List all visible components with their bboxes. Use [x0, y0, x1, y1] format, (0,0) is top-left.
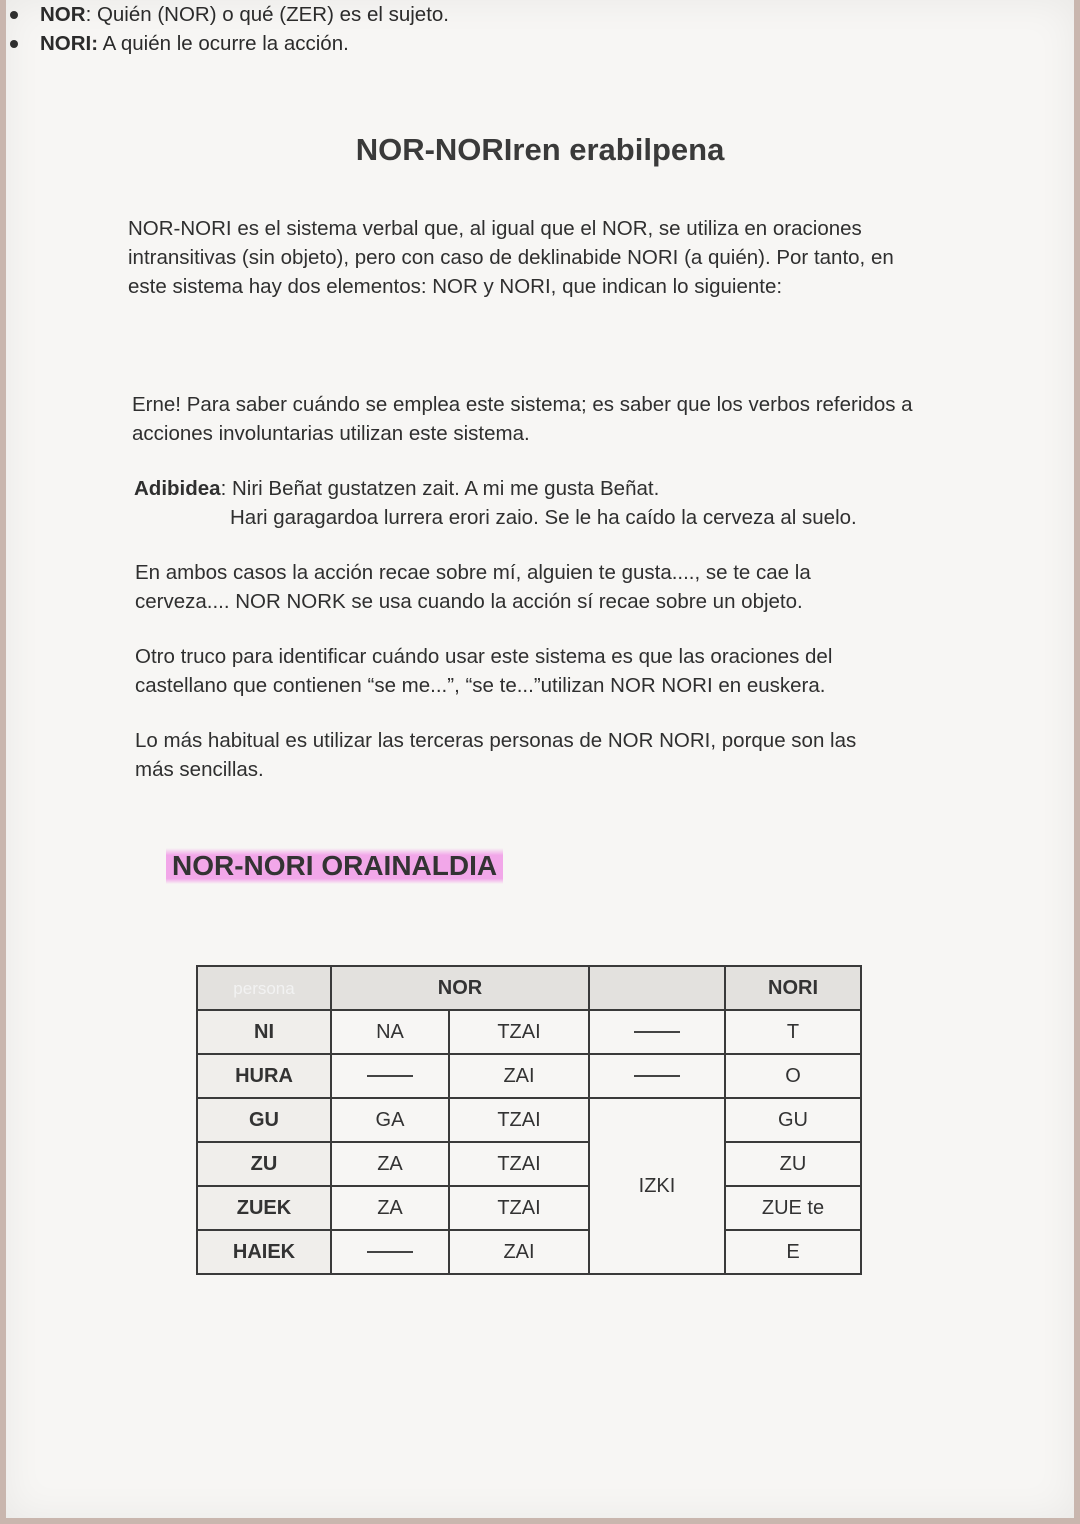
section-heading: NOR-NORI ORAINALDIA	[166, 848, 503, 884]
table-header-row	[197, 966, 861, 1010]
table-row	[197, 1230, 861, 1274]
paragraph-usual: Lo más habitual es utilizar las terceras personas de NOR NORI, porque son las más sencillas.	[135, 729, 857, 781]
bullet-term: NOR	[40, 3, 86, 26]
person-cell: GU	[197, 1098, 331, 1142]
nor-prefix-cell: ZA	[331, 1186, 449, 1230]
person-cell: HAIEK	[197, 1230, 331, 1274]
person-cell: ZUEK	[197, 1186, 331, 1230]
nor-root-cell: TZAI	[449, 1142, 589, 1186]
nori-cell: E	[725, 1230, 861, 1274]
dash-mark	[367, 1075, 413, 1077]
nori-cell: ZU	[725, 1142, 861, 1186]
nor-root-cell: TZAI	[449, 1186, 589, 1230]
nori-cell: GU	[725, 1098, 861, 1142]
example-line-1: : Niri Beñat gustatzen zait. A mi me gusta Beñat.	[220, 477, 660, 500]
paper-sheet	[6, 0, 1074, 1518]
plural-cell-empty	[589, 1010, 725, 1054]
person-cell: HURA	[197, 1054, 331, 1098]
table-row	[197, 1054, 861, 1098]
bullet-text: A quién le ocurre la acción.	[98, 32, 349, 55]
person-cell: ZU	[197, 1142, 331, 1186]
paragraph-both-cases: En ambos casos la acción recae sobre mí, alguien te gusta...., se te cae la cerveza.... NOR NORK se usa cuando la acción sí recae sobre un objeto.	[135, 561, 811, 613]
bullet-term: NORI:	[40, 32, 99, 55]
example-line-2: Hari garagardoa lurrera erori zaio. Se le ha caído la cerveza al suelo.	[230, 506, 857, 529]
example-label: Adibidea	[134, 477, 221, 500]
nor-prefix-cell: ZA	[331, 1142, 449, 1186]
header-nori: NORI	[725, 966, 861, 1010]
plural-cell-empty	[589, 1054, 725, 1098]
header-empty	[589, 966, 725, 1010]
header-persona: persona	[197, 966, 331, 1010]
bullet-icon	[10, 40, 18, 48]
list-item	[6, 29, 706, 58]
table-row	[197, 1098, 861, 1142]
conjugation-table	[196, 965, 862, 1275]
nor-prefix-cell	[331, 1230, 449, 1274]
nor-root-cell: TZAI	[449, 1010, 589, 1054]
example-block	[134, 474, 934, 532]
erne-paragraph: Erne! Para saber cuándo se emplea este sistema; es saber que los verbos referidos a acciones involuntarias utilizan este sistema.	[132, 393, 913, 445]
table-row	[197, 1142, 861, 1186]
plural-marker-cell: IZKI	[589, 1098, 725, 1274]
nori-cell: O	[725, 1054, 861, 1098]
dash-mark	[634, 1031, 680, 1033]
paragraph-trick: Otro truco para identificar cuándo usar este sistema es que las oraciones del castellano que contienen “se me...”, “se te...”utilizan NOR NORI en euskera.	[135, 645, 833, 697]
nor-root-cell: ZAI	[449, 1230, 589, 1274]
nor-prefix-cell: NA	[331, 1010, 449, 1054]
intro-paragraph: NOR-NORI es el sistema verbal que, al igual que el NOR, se utiliza en oraciones intransitivas (sin objeto), pero con caso de deklinabide NORI (a quién). Por tanto, en este sistema hay dos elementos: NOR y NORI, que indican lo siguiente:	[128, 217, 894, 298]
element-list	[6, 0, 706, 58]
list-item	[6, 0, 706, 29]
header-nor: NOR	[331, 966, 589, 1010]
table-row	[197, 1010, 861, 1054]
nor-root-cell: TZAI	[449, 1098, 589, 1142]
person-cell: NI	[197, 1010, 331, 1054]
nori-cell: ZUE te	[725, 1186, 861, 1230]
page-title: NOR-NORIren erabilpena	[355, 132, 725, 167]
bullet-icon	[10, 11, 18, 19]
nor-prefix-cell: GA	[331, 1098, 449, 1142]
dash-mark	[367, 1251, 413, 1253]
nor-root-cell: ZAI	[449, 1054, 589, 1098]
dash-mark	[634, 1075, 680, 1077]
bullet-text: : Quién (NOR) o qué (ZER) es el sujeto.	[85, 3, 449, 26]
nori-cell: T	[725, 1010, 861, 1054]
nor-prefix-cell	[331, 1054, 449, 1098]
table-row	[197, 1186, 861, 1230]
